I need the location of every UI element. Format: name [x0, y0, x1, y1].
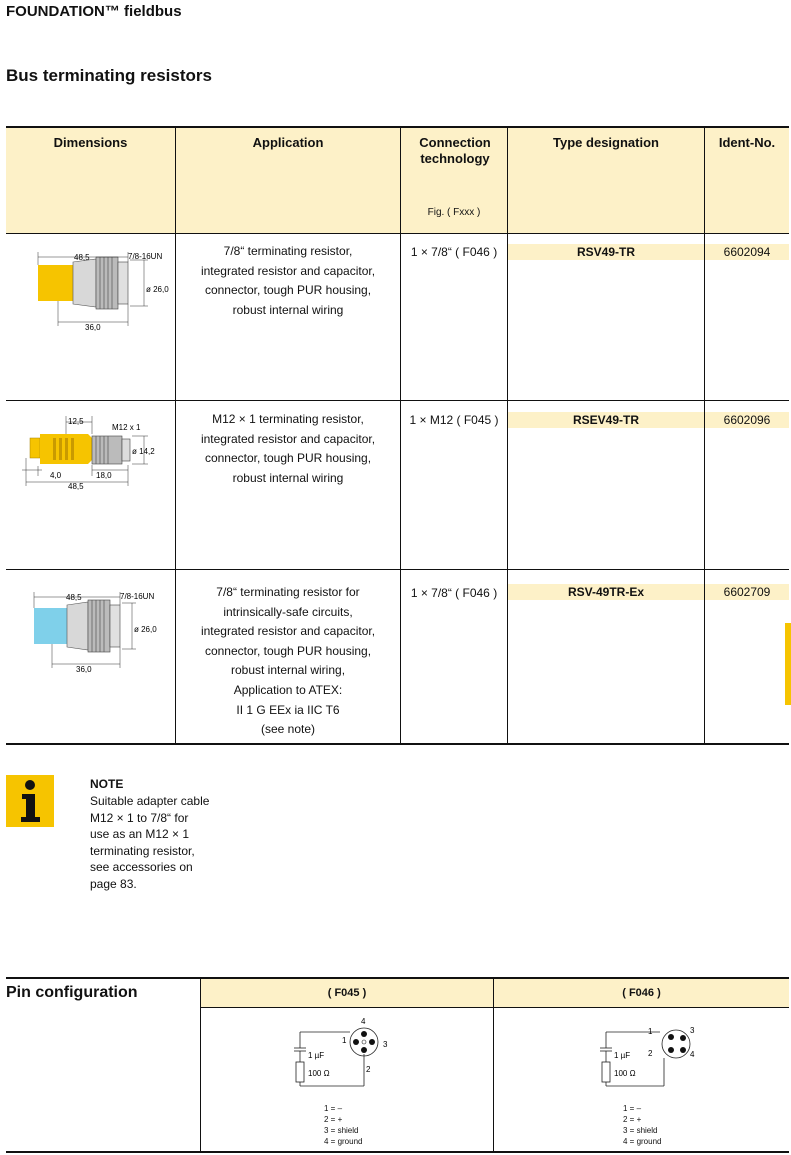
pin-divider: [493, 979, 494, 1152]
f046-wiring-diagram: [580, 1012, 710, 1092]
f046-pin-number: 2: [648, 1049, 653, 1058]
row-type: RSV49-TR: [508, 244, 704, 260]
row-application: 7/8“ terminating resistor for intrinsically-safe circuits, integrated resistor and capacitor, connector, tough PUR housing, robust internal wiring, Application to ATEX: II 1 G EEx ia IIC T6 (see note): [200, 585, 376, 737]
dim-diameter: ø 14,2: [132, 447, 155, 456]
f045-legend: 1 = – 2 = + 3 = shield 4 = ground: [324, 1104, 363, 1146]
dim-length: 12,5: [68, 417, 84, 426]
dim-diameter: ø 26,0: [146, 285, 169, 294]
page-subtitle: Bus terminating resistors: [6, 66, 212, 85]
dim-length: 48,5: [74, 253, 90, 262]
column-divider: [507, 128, 508, 744]
header-bottom-rule: [6, 233, 789, 234]
header-fig-label: Fig. ( Fxxx ): [427, 207, 481, 218]
dim-diameter: ø 26,0: [134, 625, 157, 634]
f046-capacitor-label: 1 µF: [614, 1051, 631, 1060]
table-bottom-rule: [6, 743, 789, 745]
row-application: 7/8“ terminating resistor, integrated resistor and capacitor, connector, tough PUR housing, robust internal wiring: [200, 244, 376, 317]
row-connection: 1 × M12 ( F045 ): [409, 413, 499, 427]
connector-thread: [118, 262, 128, 304]
connector-drawing-ex: [8, 580, 173, 680]
row-type: RSEV49-TR: [508, 412, 704, 428]
f045-pin-number: 3: [383, 1040, 388, 1049]
column-divider: [704, 128, 705, 744]
header-type: Type designation: [553, 135, 659, 150]
f045-header: ( F045 ): [201, 979, 493, 1007]
note-title: NOTE: [90, 777, 124, 791]
connector-nut: [92, 436, 122, 464]
dim-thread: 7/8-16UN: [128, 252, 163, 261]
page-edge-tab: [785, 623, 791, 705]
f046-pin-number: 3: [690, 1026, 695, 1035]
f045-pin-number: 4: [361, 1017, 366, 1026]
info-icon: [6, 775, 54, 827]
dim-body-length: 36,0: [76, 665, 92, 674]
connector-thread: [122, 439, 130, 461]
dim-length: 48,5: [66, 593, 82, 602]
connector-housing: [38, 265, 73, 301]
header-ident: Ident-No.: [718, 135, 776, 150]
f045-pin-number: 1: [342, 1036, 347, 1045]
connector-body: [73, 259, 96, 307]
row-type: RSV-49TR-Ex: [508, 584, 704, 600]
connector-housing: [30, 438, 40, 458]
header-dimensions: Dimensions: [53, 135, 128, 150]
table-top-rule: [6, 126, 789, 128]
pin-header-rule: [201, 1007, 789, 1008]
f046-header: ( F046 ): [494, 979, 789, 1007]
connector-drawing-7-8: [8, 240, 173, 340]
dim-thread: 7/8-16UN: [120, 592, 155, 601]
note-text: Suitable adapter cable M12 × 1 to 7/8“ for use as an M12 × 1 terminating resistor, see accessories on page 83.: [90, 794, 210, 891]
f046-pin-number: 4: [690, 1050, 695, 1059]
dim-body-length: 36,0: [85, 323, 101, 332]
dim-thread: M12 x 1: [112, 423, 141, 432]
header-application: Application: [252, 135, 324, 150]
f045-capacitor-label: 1 µF: [308, 1051, 325, 1060]
f046-resistor-label: 100 Ω: [614, 1069, 636, 1078]
row-divider: [6, 400, 789, 401]
connector-body: [67, 602, 88, 650]
dim-overall-length: 48,5: [68, 482, 84, 491]
dim-offset: 4,0: [50, 471, 62, 480]
dim-nut-length: 18,0: [96, 471, 112, 480]
row-ident: 6602096: [705, 412, 789, 428]
row-divider: [6, 569, 789, 570]
connector-thread: [110, 605, 120, 647]
row-connection: 1 × 7/8“ ( F046 ): [410, 245, 498, 259]
f046-pin-number: 1: [648, 1027, 653, 1036]
f045-wiring-diagram: [280, 1012, 410, 1092]
f046-socket: [662, 1030, 690, 1058]
header-connection: Connection technology: [419, 135, 491, 166]
f046-legend: 1 = – 2 = + 3 = shield 4 = ground: [623, 1104, 662, 1146]
f045-resistor-label: 100 Ω: [308, 1069, 330, 1078]
pin-config-title: Pin configuration: [6, 984, 138, 1001]
pin-bottom-rule: [6, 1151, 789, 1153]
row-application: M12 × 1 terminating resistor, integrated resistor and capacitor, connector, tough PUR housing, robust internal wiring: [200, 412, 376, 485]
connector-nut: [96, 257, 118, 309]
connector-housing: [34, 608, 67, 644]
f045-pin-number: 2: [366, 1065, 371, 1074]
row-connection: 1 × 7/8“ ( F046 ): [410, 586, 498, 600]
brand-title: FOUNDATION™ fieldbus: [6, 3, 182, 20]
row-ident: 6602094: [705, 244, 789, 260]
connector-nut: [88, 600, 110, 652]
column-divider: [400, 128, 401, 744]
pin-divider: [200, 979, 201, 1152]
connector-drawing-m12: [8, 410, 173, 495]
row-ident: 6602709: [705, 584, 789, 600]
